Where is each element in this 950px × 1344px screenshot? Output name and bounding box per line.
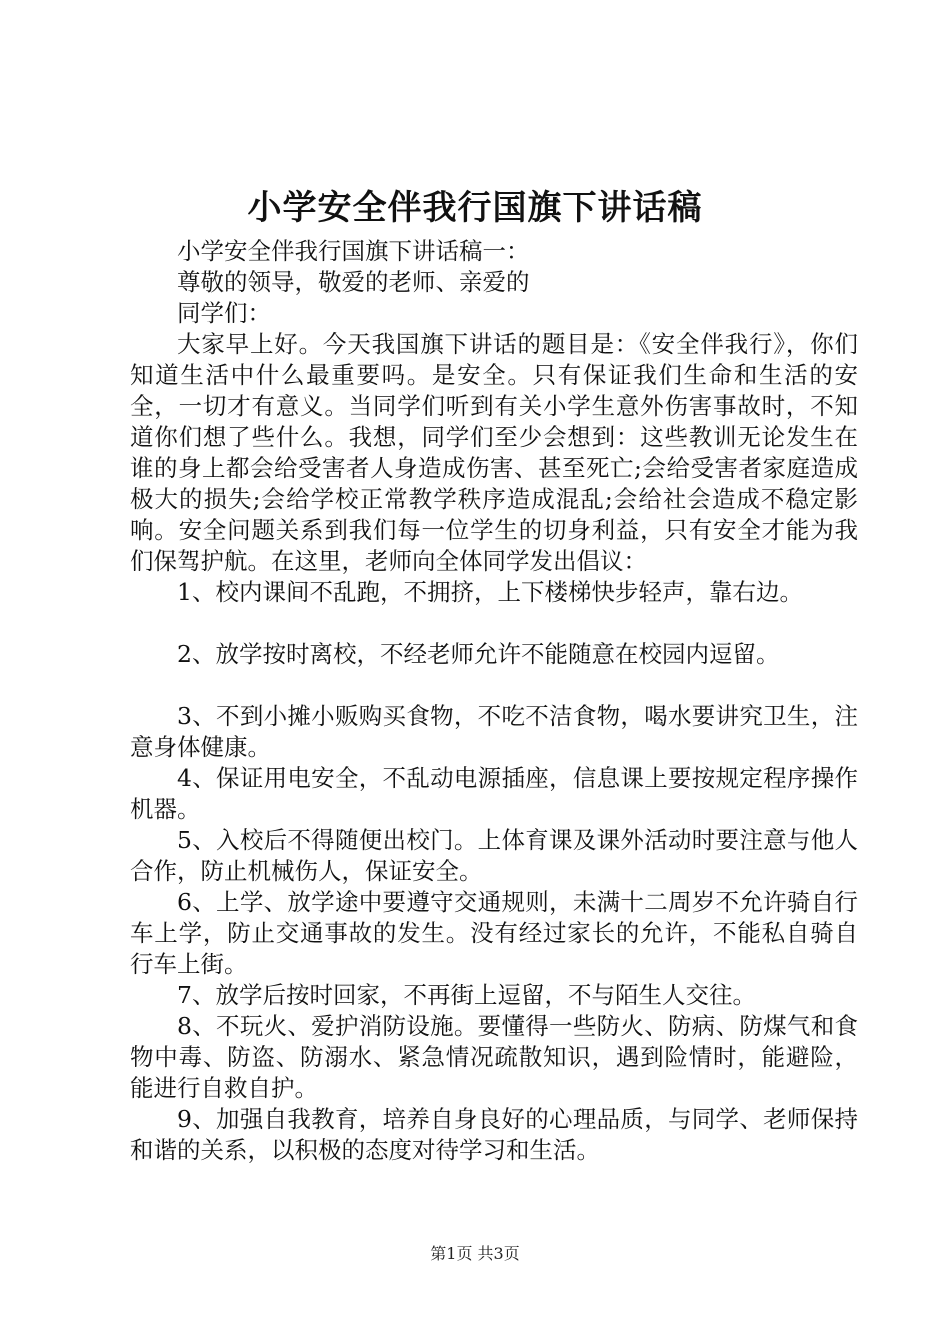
paragraph-salutation: 尊敬的领导，敬爱的老师、亲爱的 bbox=[177, 268, 530, 296]
paragraph-item-5: 5、入校后不得随便出校门。上体育课及课外活动时要注意与他人合作，防止机械伤人，保证安全。 bbox=[130, 826, 858, 885]
paragraph-item-8: 8、不玩火、爱护消防设施。要懂得一些防火、防病、防煤气和食物中毒、防盗、防溺水、紧急情况疏散知识，遇到险情时，能避险，能进行自救自护。 bbox=[130, 1012, 858, 1102]
paragraph-heading: 小学安全伴我行国旗下讲话稿一： bbox=[177, 237, 530, 265]
paragraph-item-7: 7、放学后按时回家，不再街上逗留，不与陌生人交往。 bbox=[177, 981, 756, 1009]
paragraph-item-2: 2、放学按时离校，不经老师允许不能随意在校园内逗留。 bbox=[177, 640, 780, 668]
paragraph-salutation-cont: 同学们： bbox=[177, 299, 271, 327]
paragraph-item-6: 6、上学、放学途中要遵守交通规则，未满十二周岁不允许骑自行车上学，防止交通事故的发生。没有经过家长的允许，不能私自骑自行车上街。 bbox=[130, 888, 858, 978]
document-body bbox=[130, 236, 858, 1166]
page-number: 第1页 共3页 bbox=[430, 1244, 520, 1263]
blank-line bbox=[130, 670, 858, 701]
paragraph-item-4: 4、保证用电安全，不乱动电源插座，信息课上要按规定程序操作机器。 bbox=[130, 764, 858, 823]
paragraph-intro: 大家早上好。今天我国旗下讲话的题目是：《安全伴我行》，你们知道生活中什么最重要吗。是安全。只有保证我们生命和生活的安全，一切才有意义。当同学们听到有关小学生意外伤害事故时，不知道你们想了些什么。我想，同学们至少会想到：这些教训无论发生在谁的身上都会给受害者人身造成伤害、甚至死亡;会给受害者家庭造成极大的损失;会给学校正常教学秩序造成混乱;会给社会造成不稳定影响。安全问题关系到我们每一位学生的切身利益，只有安全才能为我们保驾护航。在这里，老师向全体同学发出倡议： bbox=[130, 330, 858, 575]
paragraph-item-9: 9、加强自我教育，培养自身良好的心理品质，与同学、老师保持和谐的关系，以积极的态度对待学习和生活。 bbox=[130, 1105, 858, 1164]
blank-line bbox=[130, 608, 858, 639]
paragraph-item-1: 1、校内课间不乱跑，不拥挤，上下楼梯快步轻声，靠右边。 bbox=[177, 578, 803, 606]
document-title: 小学安全伴我行国旗下讲话稿 bbox=[247, 188, 703, 228]
paragraph-item-3: 3、不到小摊小贩购买食物，不吃不洁食物，喝水要讲究卫生，注意身体健康。 bbox=[130, 702, 858, 761]
